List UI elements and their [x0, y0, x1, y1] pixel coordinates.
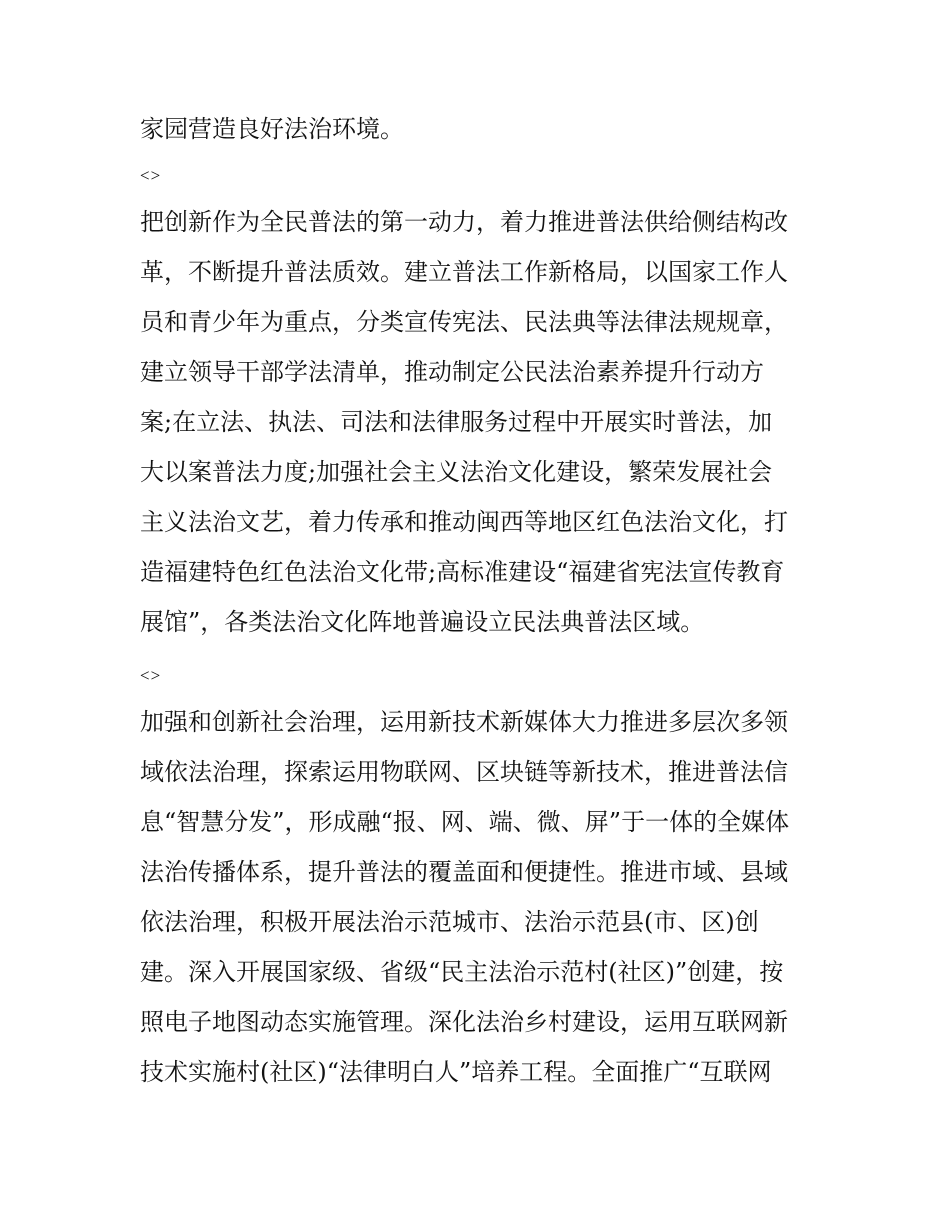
- paragraph-line: 主义法治文艺，着力传承和推动闽西等地区红色法治文化，打: [140, 508, 788, 536]
- separator-marker: <>: [140, 166, 162, 185]
- paragraph-line: 案;在立法、执法、司法和法律服务过程中开展实时普法，加: [140, 408, 773, 436]
- paragraph-line: 加强和创新社会治理，运用新技术新媒体大力推进多层次多领: [140, 708, 788, 736]
- paragraph-line: 依法治理，积极开展法治示范城市、法治示范县(市、区)创: [140, 908, 759, 936]
- paragraph-line: 把创新作为全民普法的第一动力，着力推进普法供给侧结构改: [140, 208, 788, 236]
- paragraph-line: 造福建特色红色法治文化带;高标准建设“福建省宪法宣传教育: [140, 558, 785, 586]
- paragraph-line: 家园营造良好法治环境。: [140, 115, 404, 143]
- paragraph-line: 建。深入开展国家级、省级“民主法治示范村(社区)”创建，按: [140, 958, 784, 986]
- paragraph-line: 域依法治理，探索运用物联网、区块链等新技术，推进普法信: [140, 758, 788, 786]
- paragraph-line: 革，不断提升普法质效。建立普法工作新格局，以国家工作人: [140, 258, 788, 286]
- paragraph-line: 建立领导干部学法清单，推动制定公民法治素养提升行动方: [140, 358, 764, 386]
- paragraph-line: 技术实施村(社区)“法律明白人”培养工程。全面推广“互联网: [140, 1058, 772, 1086]
- paragraph-line: 照电子地图动态实施管理。深化法治乡村建设，运用互联网新: [140, 1008, 788, 1036]
- paragraph-2: [140, 197, 820, 647]
- paragraph-line: 息“智慧分发”，形成融“报、网、端、微、屏”于一体的全媒体: [140, 808, 790, 836]
- paragraph-line: 大以案普法力度;加强社会主义法治文化建设，繁荣发展社会: [140, 458, 773, 486]
- paragraph-1: [140, 104, 820, 154]
- paragraph-line: 展馆”，各类法治文化阵地普遍设立民法典普法区域。: [140, 608, 705, 636]
- separator-marker: <>: [140, 666, 162, 685]
- paragraph-line: 员和青少年为重点，分类宣传宪法、民法典等法律法规规章，: [140, 308, 788, 336]
- paragraph-line: 法治传播体系，提升普法的覆盖面和便捷性。推进市域、县域: [140, 858, 788, 886]
- paragraph-3: [140, 697, 820, 1097]
